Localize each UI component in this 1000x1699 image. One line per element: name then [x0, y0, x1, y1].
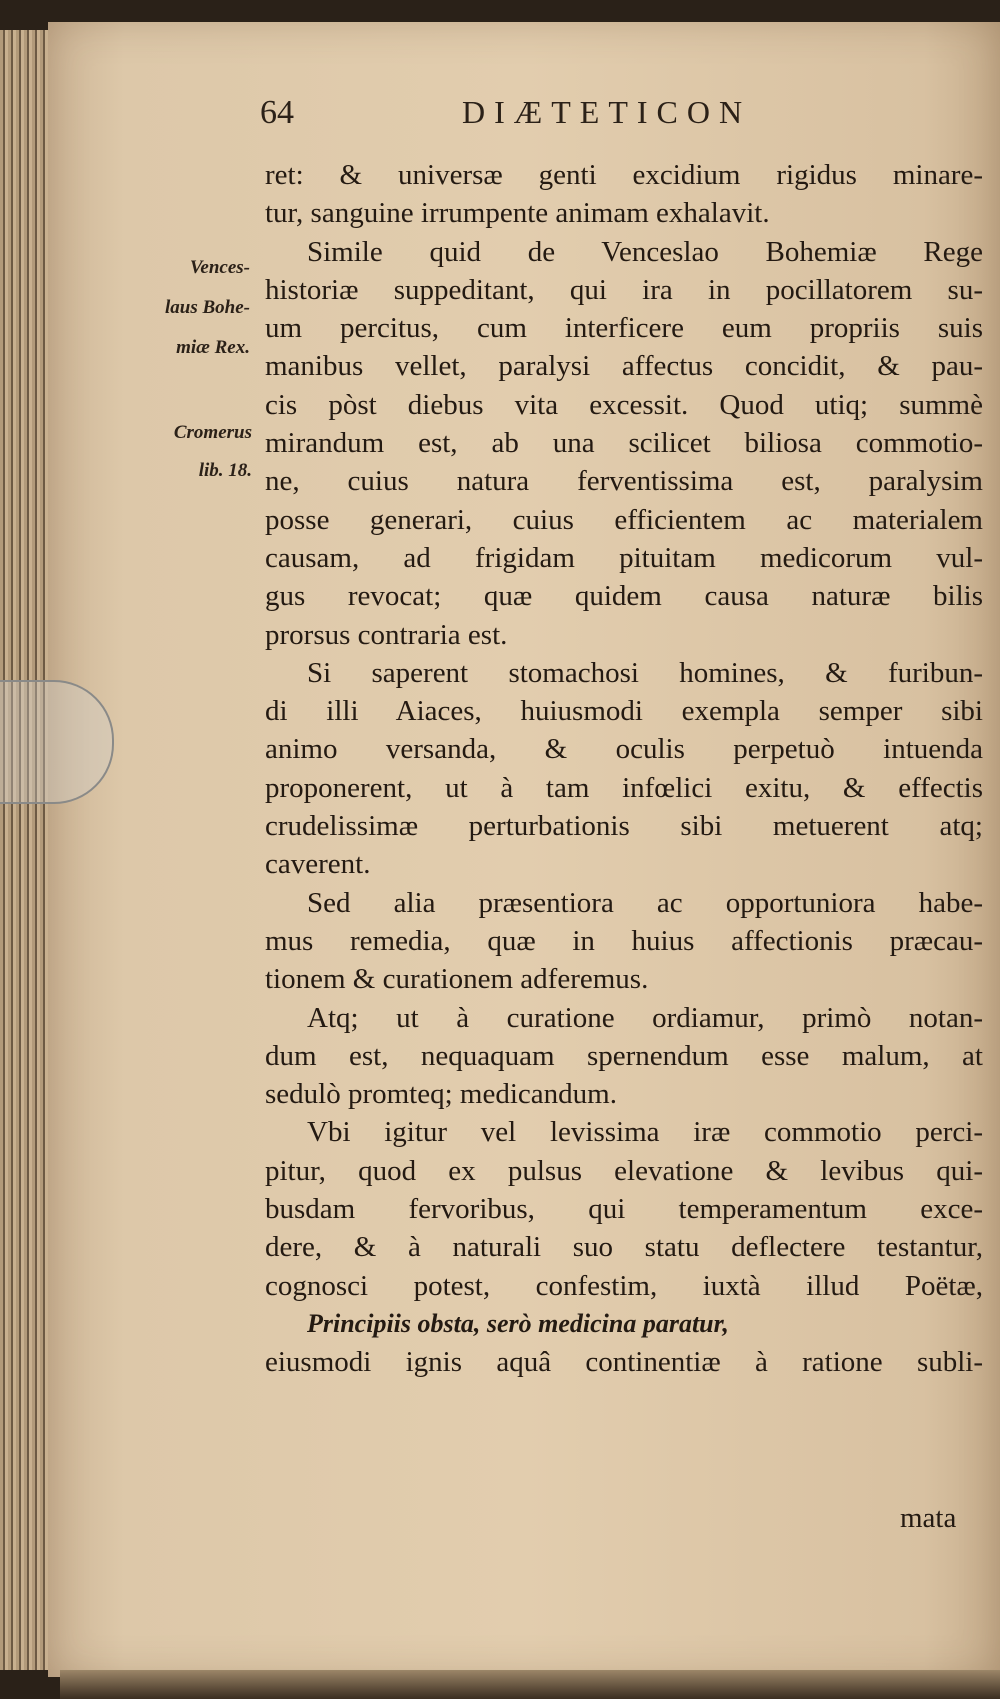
text-line: mus remedia, quæ in huius affectionis præcau-: [265, 924, 983, 957]
margin-note-line: laus Bohe-: [165, 297, 250, 318]
margin-note-line: Vences-: [189, 257, 250, 278]
page-number: 64: [260, 94, 294, 131]
text-line: pitur, quod ex pulsus elevatione & levibus qui-: [265, 1154, 983, 1187]
text-line: caverent.: [265, 848, 371, 881]
text-line: posse generari, cuius efficientem ac materialem: [265, 503, 983, 536]
text-line: ne, cuius natura ferventissima est, paralysim: [265, 465, 983, 498]
text-line: ret: & universæ genti excidium rigidus minare-: [265, 159, 983, 191]
text-line: tionem & curationem adferemus.: [265, 963, 649, 996]
verse-quotation: Principiis obsta, serò medicina paratur,: [307, 1308, 729, 1338]
text-line: busdam fervoribus, qui temperamentum exce-: [265, 1193, 983, 1226]
text-line: sedulò promteq; medicandum.: [265, 1078, 617, 1111]
book-clamp: [0, 680, 114, 804]
text-line: Atq; ut à curatione ordiamur, primò notan-: [307, 1001, 983, 1034]
body-text: [265, 156, 983, 1382]
text-line: manibus vellet, paralysi affectus concidit, & pau-: [265, 350, 983, 383]
text-line: gus revocat; quæ quidem causa naturæ bilis: [265, 580, 983, 613]
text-line: Sed alia præsentiora ac opportuniora habe-: [307, 886, 983, 919]
text-line: eiusmodi ignis aquâ continentiæ à ratione subli-: [265, 1346, 983, 1379]
text-line: historiæ suppeditant, qui ira in pocillatorem su-: [265, 273, 983, 306]
text-line: cognosci potest, confestim, iuxtà illud Poëtæ,: [265, 1269, 983, 1302]
text-line: di illi Aiaces, huiusmodi exempla semper sibi: [265, 695, 983, 728]
text-line: dere, & à naturali suo statu deflectere testantur,: [265, 1231, 983, 1264]
catchword: mata: [900, 1502, 957, 1534]
margin-note-line: miæ Rex.: [176, 337, 250, 358]
page-title: DIÆTETICON: [462, 94, 752, 130]
text-line: causam, ad frigidam pituitam medicorum vul-: [265, 541, 983, 574]
text-line: prorsus contraria est.: [265, 618, 508, 651]
running-head: [200, 94, 780, 144]
text-line: Simile quid de Venceslao Bohemiæ Rege: [307, 235, 983, 268]
text-line: proponerent, ut à tam infœlici exitu, & effectis: [265, 771, 983, 804]
text-line: Si saperent stomachosi homines, & furibun-: [307, 656, 983, 689]
text-line: mirandum est, ab una scilicet biliosa commotio-: [265, 427, 983, 460]
text-line: tur, sanguine irrumpente animam exhalavit.: [265, 197, 770, 230]
page-bottom-edge: [60, 1670, 1000, 1699]
text-line: Vbi igitur vel levissima iræ commotio perci-: [307, 1116, 983, 1149]
text-line: dum est, nequaquam spernendum esse malum, at: [265, 1039, 983, 1072]
margin-note-cromerus: [96, 414, 252, 490]
margin-note-line: Cromerus: [173, 422, 252, 443]
margin-note-line: lib. 18.: [198, 460, 252, 481]
margin-note-venceslaus: [100, 248, 250, 368]
text-line: um percitus, cum interficere eum propriis suis: [265, 312, 983, 345]
text-line: animo versanda, & oculis perpetuò intuenda: [265, 733, 983, 766]
text-line: crudelissimæ perturbationis sibi metuerent atq;: [265, 810, 983, 843]
text-line: cis pòst diebus vita excessit. Quod utiq; summè: [265, 388, 983, 421]
